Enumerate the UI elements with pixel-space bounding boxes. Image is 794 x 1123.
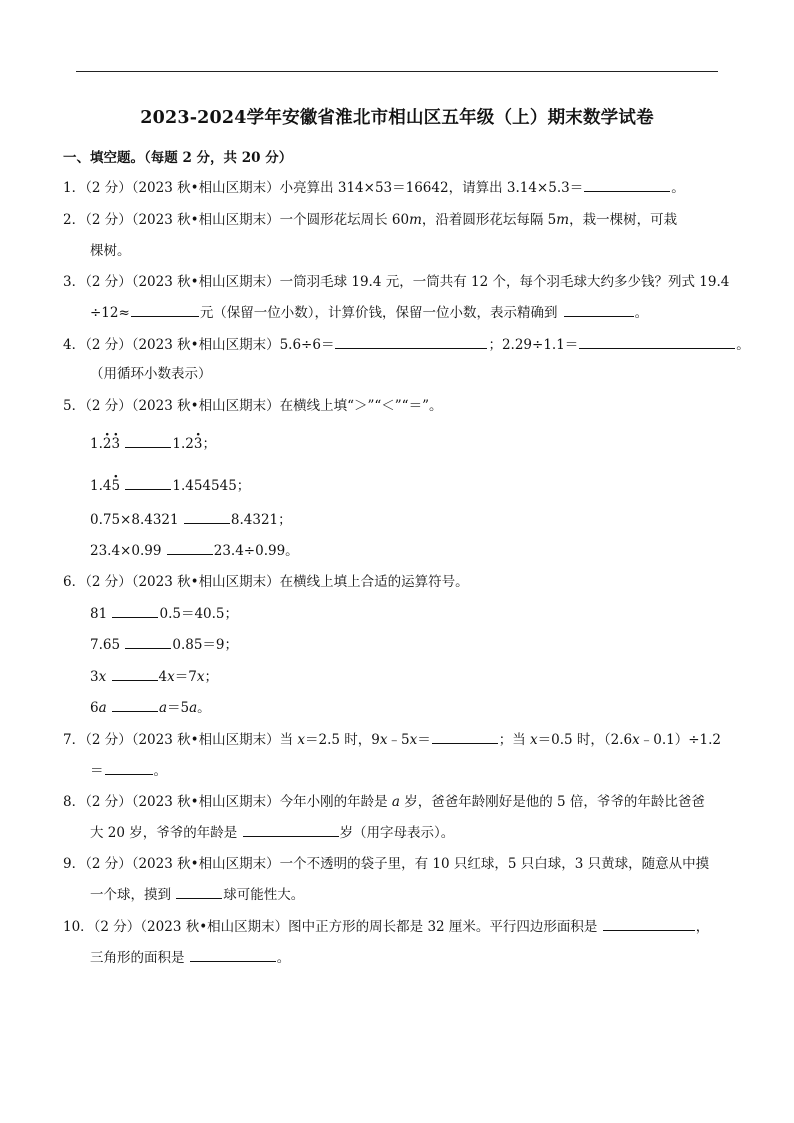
- q7-h: ＝: [90, 763, 104, 779]
- q5-r4-b: 23.4÷0.99。: [213, 543, 299, 559]
- q10-c: 三角形的面积是: [90, 950, 185, 966]
- answer-blank[interactable]: [603, 916, 695, 931]
- q6-r3-a: 3: [90, 669, 99, 685]
- question-8: [63, 790, 705, 810]
- var-x: x: [297, 732, 305, 748]
- var-a: a: [158, 700, 168, 716]
- q3-end: 。: [634, 305, 649, 321]
- q4-text-d: （用循环小数表示）: [90, 366, 212, 382]
- q2-text-c: ，栽一棵树，可栽: [569, 212, 678, 228]
- q8-b: 岁，爸爸年龄刚好是他的 5 倍，爷爷的年龄比爸爸: [399, 794, 705, 810]
- var-x: x: [530, 732, 538, 748]
- question-10-cont: [90, 946, 290, 966]
- q6-r4-b: ＝5: [167, 700, 190, 716]
- repeating-digit: · 3: [194, 436, 203, 452]
- section-heading: 一、填空题。（每题 2 分，共 20 分）: [63, 150, 293, 166]
- question-3: [63, 270, 729, 290]
- answer-blank[interactable]: [112, 603, 158, 618]
- q2-text-d: 棵树。: [90, 243, 131, 259]
- q5-row-1: [90, 432, 216, 452]
- q6-row-4: [90, 696, 211, 716]
- repeating-digit: · 3: [111, 436, 120, 452]
- var-x: x: [196, 669, 205, 685]
- q5-stem: 5．（2 分）（2023 秋•相山区期末）在横线上填“＞”“＜”“＝”。: [63, 398, 443, 414]
- var-a: a: [391, 794, 400, 810]
- q7-b: ＝2.5 时，9: [305, 732, 380, 748]
- q5-row-4: [90, 539, 299, 559]
- question-7-cont: [90, 759, 167, 779]
- q7-i: 。: [153, 763, 167, 779]
- answer-blank[interactable]: [176, 884, 222, 899]
- repeating-digit: · 5: [111, 478, 120, 494]
- q9-a: 9．（2 分）（2023 秋•相山区期末）一个不透明的袋子里，有 10 只红球，5 只白球，3 只黄球，随意从中摸: [63, 856, 710, 872]
- q6-r3-d: ；: [204, 669, 218, 685]
- q6-r4-c: 。: [197, 700, 211, 716]
- answer-blank[interactable]: [432, 729, 498, 744]
- question-1: [63, 176, 685, 196]
- q8-a: 8．（2 分）（2023 秋•相山区期末）今年小刚的年龄是: [63, 794, 392, 810]
- unit-m: m: [556, 212, 570, 228]
- q7-g: ﹣0.1）÷1.2: [639, 732, 721, 748]
- q10-d: 。: [276, 950, 291, 966]
- q9-c: 球可能性大。: [223, 887, 305, 903]
- question-4-cont: [90, 362, 212, 382]
- q4-text-b: ；2.29÷1.1＝: [488, 337, 579, 353]
- answer-blank[interactable]: [335, 334, 487, 349]
- var-x: x: [167, 669, 175, 685]
- header-rule: [76, 71, 718, 72]
- q6-r2-b: 0.85＝9；: [172, 637, 239, 653]
- question-9: [63, 852, 709, 872]
- var-x: x: [409, 732, 418, 748]
- answer-blank[interactable]: [167, 540, 213, 555]
- q2-text-b: ，沿着圆形花坛每隔 5: [421, 212, 557, 228]
- q5-row-2: [90, 474, 250, 494]
- q6-r3-c: ＝7: [174, 669, 197, 685]
- q5-r2-a: 1.4: [90, 478, 112, 494]
- question-7: [63, 728, 721, 748]
- q1-end: 。: [671, 180, 685, 196]
- q7-a: 7．（2 分）（2023 秋•相山区期末）当: [63, 732, 298, 748]
- repeating-digit: · 2: [103, 436, 112, 452]
- question-6: [63, 570, 469, 590]
- q5-r2-b: 1.454545；: [172, 478, 251, 494]
- q5-r4-a: 23.4×0.99: [90, 543, 162, 559]
- q6-r3-b: 4: [158, 669, 168, 685]
- answer-blank[interactable]: [125, 475, 171, 490]
- question-2: [63, 208, 677, 228]
- unit-m: m: [409, 212, 422, 228]
- answer-blank[interactable]: [190, 947, 276, 962]
- answer-blank[interactable]: [125, 634, 171, 649]
- q7-d: ＝: [417, 732, 431, 748]
- q3-text: 3．（2 分）（2023 秋•相山区期末）一筒羽毛球 19.4 元，一筒共有 12 个，每个羽毛球大约多少钱？列式 19.4: [63, 274, 730, 290]
- q7-e: ；当: [498, 732, 530, 748]
- q4-end: 。: [736, 337, 750, 353]
- q6-row-1: [90, 602, 238, 622]
- answer-blank[interactable]: [579, 334, 735, 349]
- answer-blank[interactable]: [584, 177, 670, 192]
- var-x: x: [632, 732, 640, 748]
- answer-blank[interactable]: [564, 302, 634, 317]
- q1-text: 1．（2 分）（2023 秋•相山区期末）小亮算出 314×53＝16642，请算出 3.14×5.3＝: [63, 180, 584, 196]
- question-2-cont: [90, 239, 131, 259]
- question-10: [63, 915, 709, 935]
- q6-stem: 6．（2 分）（2023 秋•相山区期末）在横线上填上合适的运算符号。: [63, 574, 469, 590]
- q5-r1-b: 1.2: [172, 436, 194, 452]
- answer-blank[interactable]: [184, 509, 230, 524]
- q6-r4-a: 6: [90, 700, 99, 716]
- answer-blank[interactable]: [243, 822, 339, 837]
- q10-b: ，: [695, 919, 710, 935]
- q5-r3-a: 0.75×8.4321: [90, 512, 179, 528]
- q7-c: ﹣5: [387, 732, 410, 748]
- answer-blank[interactable]: [112, 666, 158, 681]
- q7-f: ＝0.5 时，（2.6: [537, 732, 633, 748]
- question-9-cont: [90, 883, 304, 903]
- q3-text-c: 元（保留一位小数），计算价钱，保留一位小数，表示精确到: [199, 305, 558, 321]
- var-a: a: [98, 700, 107, 716]
- q5-row-3: [90, 508, 292, 528]
- q4-text: 4．（2 分）（2023 秋•相山区期末）5.6÷6＝: [63, 337, 335, 353]
- var-a: a: [189, 700, 198, 716]
- question-4: [63, 333, 750, 353]
- q6-row-3: [90, 665, 218, 685]
- question-5: [63, 394, 443, 414]
- q8-d: 岁（用字母表示）。: [339, 825, 455, 841]
- q5-r3-b: 8.4321；: [230, 512, 292, 528]
- q2-text: 2．（2 分）（2023 秋•相山区期末）一个圆形花坛周长 60: [63, 212, 410, 228]
- var-x: x: [98, 669, 107, 685]
- q5-r1-c: ；: [202, 436, 216, 452]
- question-8-cont: [90, 821, 454, 841]
- page-title: 2023-2024学年安徽省淮北市相山区五年级（上）期末数学试卷: [140, 108, 654, 128]
- q6-r1-a: 81: [90, 606, 108, 622]
- q10-a: 10．（2 分）（2023 秋•相山区期末）图中正方形的周长都是 32 厘米。平行四边形面积是: [63, 919, 598, 935]
- answer-blank[interactable]: [125, 433, 171, 448]
- q8-c: 大 20 岁，爷爷的年龄是: [90, 825, 238, 841]
- question-3-cont: [90, 301, 648, 321]
- q5-r1-a: 1.: [90, 436, 103, 452]
- answer-blank[interactable]: [131, 302, 199, 317]
- q6-row-2: [90, 633, 238, 653]
- answer-blank[interactable]: [112, 697, 158, 712]
- q6-r2-a: 7.65: [90, 637, 121, 653]
- q3-text-b: ÷12≈: [90, 305, 130, 321]
- answer-blank[interactable]: [105, 760, 153, 775]
- var-x: x: [379, 732, 388, 748]
- q9-b: 一个球，摸到: [90, 887, 171, 903]
- q6-r1-b: 0.5＝40.5；: [159, 606, 239, 622]
